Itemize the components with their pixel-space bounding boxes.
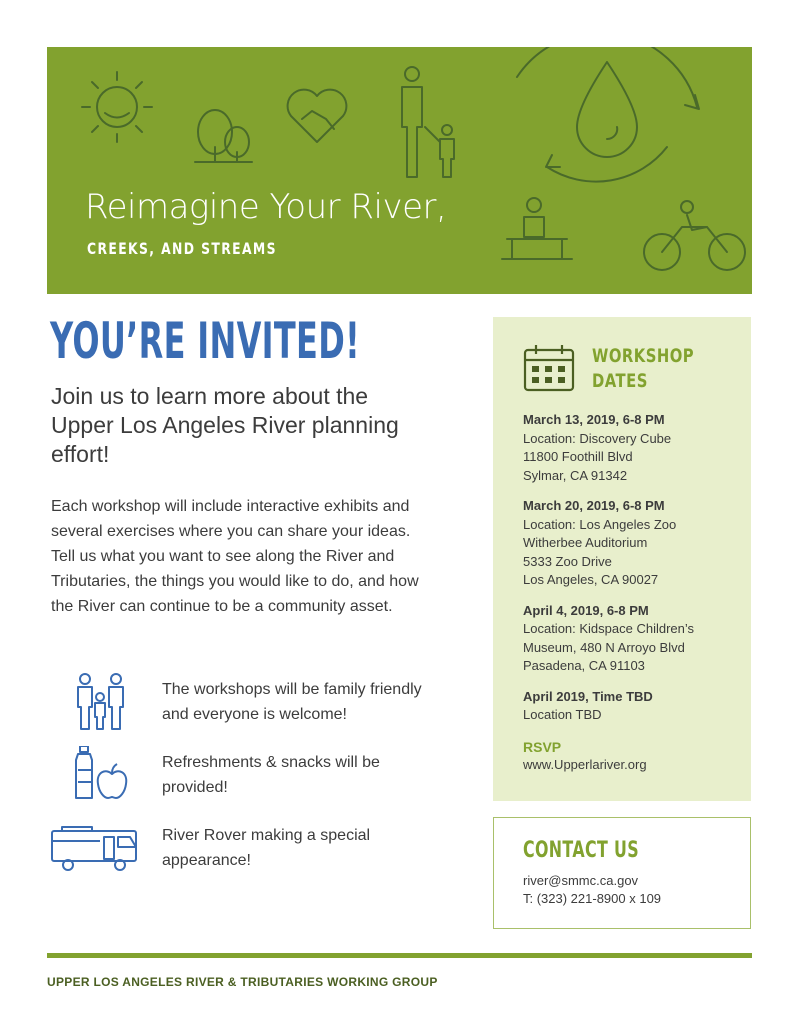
feature-text: The workshops will be family friendly and everyone is welcome! xyxy=(162,681,422,723)
workshop-title-line2: DATES xyxy=(592,370,648,392)
event-date: April 2019, Time TBD xyxy=(523,688,653,704)
banner-title: Reimagine Your River, xyxy=(85,187,447,227)
event-list xyxy=(523,411,748,737)
contact-phone[interactable]: T: (323) 221-8900 x 109 xyxy=(523,891,662,906)
banner-subtitle: CREEKS, AND STREAMS xyxy=(87,239,277,258)
event-city: Los Angeles, CA 90027 xyxy=(523,572,659,587)
event-address: 5333 Zoo Drive xyxy=(523,553,612,569)
event-item xyxy=(523,411,748,485)
rsvp-label: RSVP xyxy=(523,739,562,755)
event-location: Location: Discovery Cube xyxy=(523,430,672,446)
header-banner xyxy=(47,47,752,294)
footer-divider xyxy=(47,953,752,958)
feature-text: Refreshments & snacks will be provided! xyxy=(162,754,380,796)
feature-rv xyxy=(50,819,450,879)
event-city: Pasadena, CA 91103 xyxy=(523,658,645,673)
contact-title: CONTACT US xyxy=(523,838,639,863)
refreshments-icon xyxy=(50,746,130,806)
body-paragraph: Each workshop will include interactive exhibits and several exercises where you can share your ideas. Tell us what you want to see along the River and Tributaries, the things you would like to do, and how the River can continue to be a community asset. xyxy=(51,498,419,615)
event-location: Location: Kidspace Children’s xyxy=(523,621,695,636)
event-city: Sylmar, CA 91342 xyxy=(523,467,628,483)
event-date: April 4, 2019, 6-8 PM xyxy=(523,602,649,618)
event-item xyxy=(523,688,748,725)
workshop-dates-panel xyxy=(493,317,751,801)
contact-box xyxy=(493,817,751,929)
family-icon xyxy=(50,673,130,733)
contact-email[interactable]: river@smmc.ca.gov xyxy=(523,873,639,888)
event-address: 11800 Foothill Blvd xyxy=(523,449,633,464)
event-date: March 20, 2019, 6-8 PM xyxy=(523,498,665,513)
event-location: Location TBD xyxy=(523,707,602,722)
feature-refreshments xyxy=(50,746,450,806)
event-date: March 13, 2019, 6-8 PM xyxy=(523,412,665,427)
bench-person-icon xyxy=(502,198,572,259)
workshop-title-line1: WORKSHOP xyxy=(592,345,695,367)
lead-text: Join us to learn more about the Upper Los Angeles River planning effort! xyxy=(51,383,399,467)
trees-icon xyxy=(195,110,252,162)
footer-text: UPPER LOS ANGELES RIVER & TRIBUTARIES WORKING GROUP xyxy=(47,975,438,989)
handshake-heart-icon xyxy=(288,90,347,142)
event-location: Location: Los Angeles Zoo xyxy=(523,516,677,532)
calendar-icon xyxy=(523,344,575,392)
headline: YOU’RE INVITED! xyxy=(50,312,361,370)
cyclist-icon xyxy=(644,201,745,270)
event-item xyxy=(523,497,748,590)
feature-family xyxy=(50,673,450,733)
water-cycle-icon xyxy=(517,47,699,182)
event-venue: Witherbee Auditorium xyxy=(523,535,648,550)
event-item xyxy=(523,602,748,676)
parent-child-icon xyxy=(402,67,454,177)
rsvp-link[interactable]: www.Upperlariver.org xyxy=(523,757,647,772)
sun-icon xyxy=(82,72,152,142)
rv-icon xyxy=(50,819,145,879)
event-address: Museum, 480 N Arroyo Blvd xyxy=(523,639,685,655)
workshop-dates-title xyxy=(592,344,694,394)
feature-text: River Rover making a special appearance! xyxy=(162,827,371,869)
